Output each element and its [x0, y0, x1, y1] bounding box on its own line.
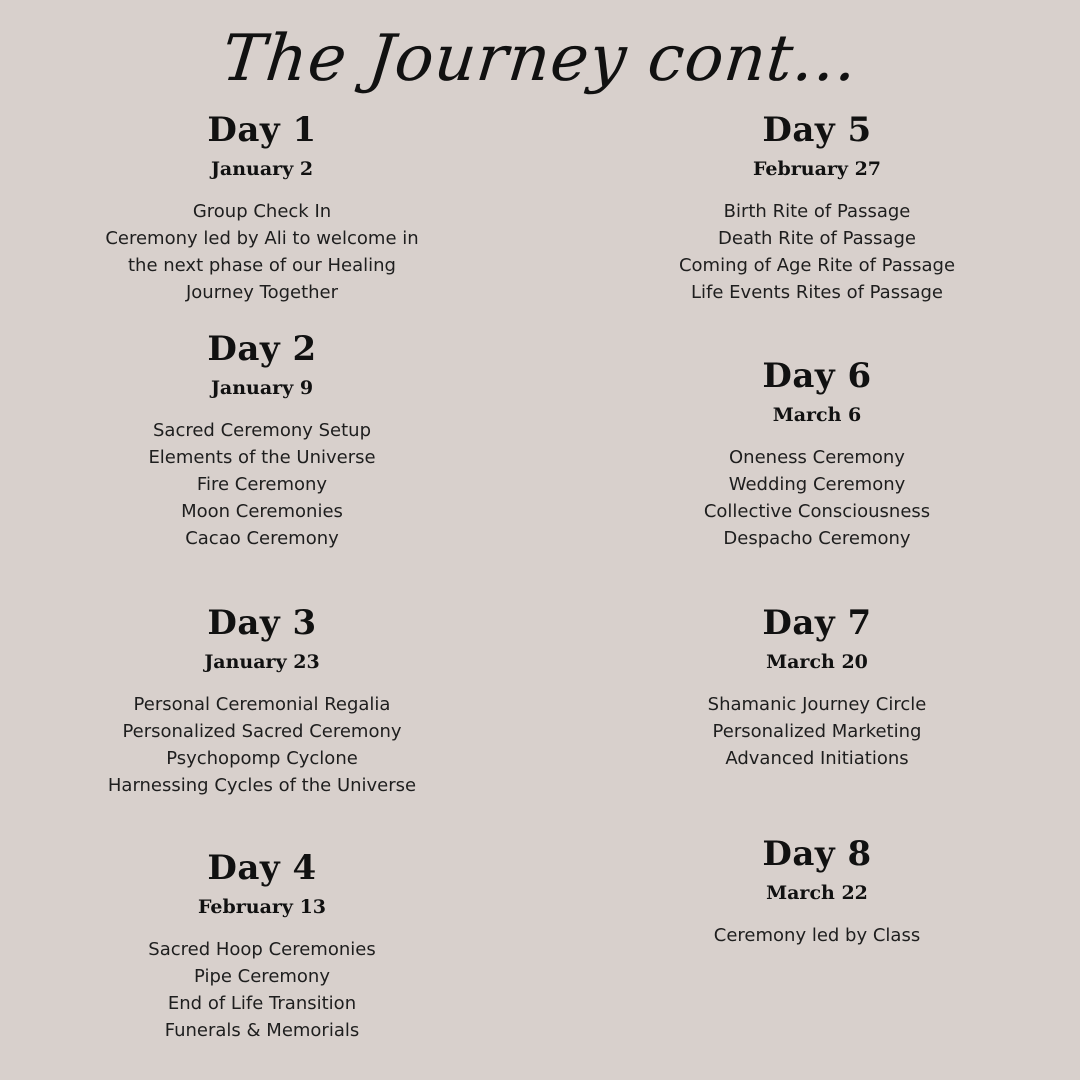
- day-heading: Day 2: [207, 329, 317, 369]
- activity-item: Wedding Ceremony: [728, 474, 906, 495]
- activity-item: Funerals & Memorials: [164, 1020, 360, 1041]
- activity-item: Pipe Ceremony: [193, 966, 330, 987]
- activity-item: Advanced Initiations: [725, 748, 909, 769]
- activity-item: Sacred Hoop Ceremonies: [148, 939, 376, 960]
- day-heading: Day 1: [207, 110, 317, 150]
- day-activity-list: [607, 444, 1027, 552]
- day-6-section: [607, 356, 1027, 552]
- activity-item: Sacred Ceremony Setup: [152, 420, 372, 441]
- activity-item: Cacao Ceremony: [185, 528, 339, 549]
- day-heading: Day 8: [762, 834, 872, 874]
- day-heading: Day 6: [762, 356, 872, 396]
- activity-item: Ceremony led by Ali to welcome in: [105, 228, 419, 249]
- activity-item: Collective Consciousness: [703, 501, 931, 522]
- day-activity-list: [52, 691, 472, 799]
- activity-item: Coming of Age Rite of Passage: [678, 255, 956, 276]
- day-4-section: [52, 848, 472, 1044]
- activity-item: Fire Ceremony: [196, 474, 328, 495]
- day-heading: Day 4: [207, 848, 317, 888]
- activity-item: Elements of the Universe: [148, 447, 376, 468]
- activity-item: Ceremony led by Class: [713, 925, 921, 946]
- day-activity-list: [607, 691, 1027, 772]
- activity-item: the next phase of our Healing: [128, 255, 396, 276]
- activity-item: Birth Rite of Passage: [723, 201, 911, 222]
- activity-item: Oneness Ceremony: [729, 447, 905, 468]
- day-5-section: [607, 110, 1027, 306]
- day-date: March 20: [766, 651, 868, 673]
- day-activity-list: [52, 936, 472, 1044]
- activity-item: Personalized Marketing: [712, 721, 922, 742]
- day-1-section: [52, 110, 472, 306]
- activity-item: Shamanic Journey Circle: [707, 694, 927, 715]
- day-3-section: [52, 603, 472, 799]
- day-activity-list: [607, 922, 1027, 949]
- activity-item: Moon Ceremonies: [181, 501, 343, 522]
- activity-item: Death Rite of Passage: [718, 228, 916, 249]
- day-7-section: [607, 603, 1027, 772]
- day-heading: Day 7: [762, 603, 872, 643]
- day-date: March 6: [772, 404, 862, 426]
- page-title: The Journey cont...: [218, 22, 862, 96]
- activity-item: Personalized Sacred Ceremony: [122, 721, 402, 742]
- activity-item: Group Check In: [192, 201, 332, 222]
- day-date: January 9: [210, 377, 314, 399]
- day-heading: Day 5: [762, 110, 872, 150]
- activity-item: Despacho Ceremony: [723, 528, 911, 549]
- activity-item: Psychopomp Cyclone: [166, 748, 358, 769]
- day-activity-list: [52, 417, 472, 552]
- activity-item: Personal Ceremonial Regalia: [133, 694, 391, 715]
- activity-item: End of Life Transition: [167, 993, 357, 1014]
- day-heading: Day 3: [207, 603, 317, 643]
- day-date: January 2: [210, 158, 314, 180]
- activity-item: Journey Together: [185, 282, 339, 303]
- day-activity-list: [52, 198, 472, 306]
- day-2-section: [52, 329, 472, 552]
- day-date: February 27: [752, 158, 882, 180]
- day-date: March 22: [766, 882, 868, 904]
- activity-item: Harnessing Cycles of the Universe: [107, 775, 417, 796]
- day-activity-list: [607, 198, 1027, 306]
- day-date: February 13: [197, 896, 327, 918]
- activity-item: Life Events Rites of Passage: [691, 282, 943, 303]
- day-8-section: [607, 834, 1027, 949]
- day-date: January 23: [204, 651, 320, 673]
